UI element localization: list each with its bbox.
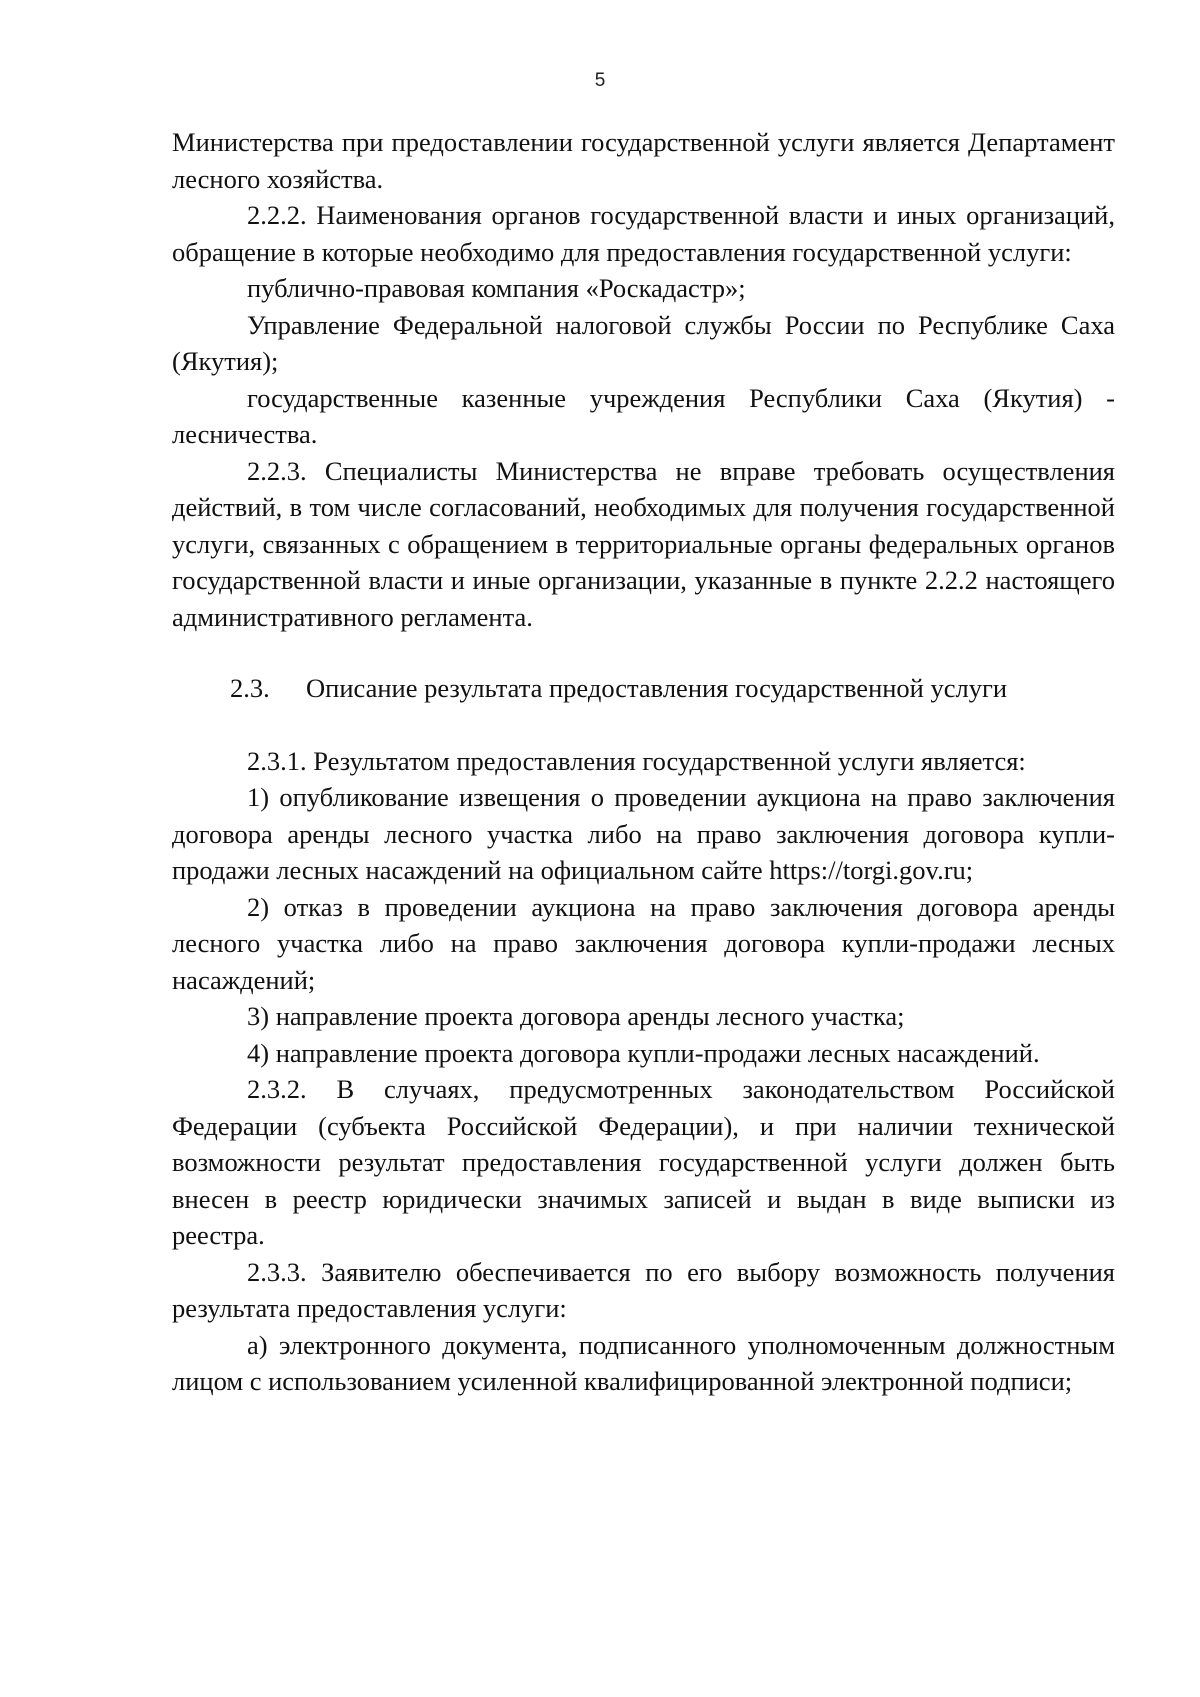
list-item: Управление Федеральной налоговой службы России по Республике Саха (Якутия); [172, 309, 1115, 376]
paragraph: Министерства при предоставлении государственной услуги является Департамент лесного хозяйства. [172, 127, 1115, 194]
paragraph: 2.3.2. В случаях, предусмотренных законодательством Российской Федерации (субъекта Российской Федерации), и при наличии технической возможности результат предоставления государственной услуги должен быть внесен в реестр юридически значимых записей и выдан в виде выписки из реестра. [172, 1074, 1115, 1250]
section-number: 2.3. [230, 673, 270, 703]
page-number: 5 [594, 70, 606, 91]
paragraph: 2.2.3. Специалисты Министерства не вправе требовать осуществления действий, в том числе согласований, необходимых для получения государственной услуги, связанных с обращением в территориальные органы федеральных органов государственной власти и иные организации, указанные в пункте 2.2.2 настоящего административного регламента. [172, 455, 1115, 632]
list-item: а) электронного документа, подписанного уполномоченным должностным лицом с использованием усиленной квалифицированной электронной подписи; [172, 1329, 1115, 1396]
list-item: публично-правовая компания «Роскадастр»; [247, 273, 746, 303]
list-item: 1) опубликование извещения о проведении аукциона на право заключения договора аренды лесного участка либо на право заключения договора купли-продажи лесных насаждений на официальном сайте https://torgi.gov.ru; [172, 782, 1115, 885]
section-heading [172, 670, 1115, 707]
document-body [172, 124, 1115, 1400]
list-item: 2) отказ в проведении аукциона на право заключения договора аренды лесного участка либо на право заключения договора купли-продажи лесных насаждений; [172, 891, 1115, 995]
section-title: Описание результата предоставления государственной услуги [306, 673, 1008, 703]
list-item: 4) направление проекта договора купли-продажи лесных насаждений. [247, 1037, 1040, 1068]
list-item: 3) направление проекта договора аренды лесного участка; [247, 1001, 905, 1031]
paragraph: 2.3.1. Результатом предоставления государственной услуги является: [247, 745, 1026, 776]
paragraph: 2.2.2. Наименования органов государственной власти и иных организаций, обращение в которые необходимо для предоставления государственной услуги: [172, 200, 1115, 267]
paragraph: 2.3.3. Заявителю обеспечивается по его выбору возможность получения результата предоставления услуги: [172, 1256, 1115, 1323]
list-item: государственные казенные учреждения Республики Саха (Якутия) - лесничества. [172, 382, 1115, 449]
